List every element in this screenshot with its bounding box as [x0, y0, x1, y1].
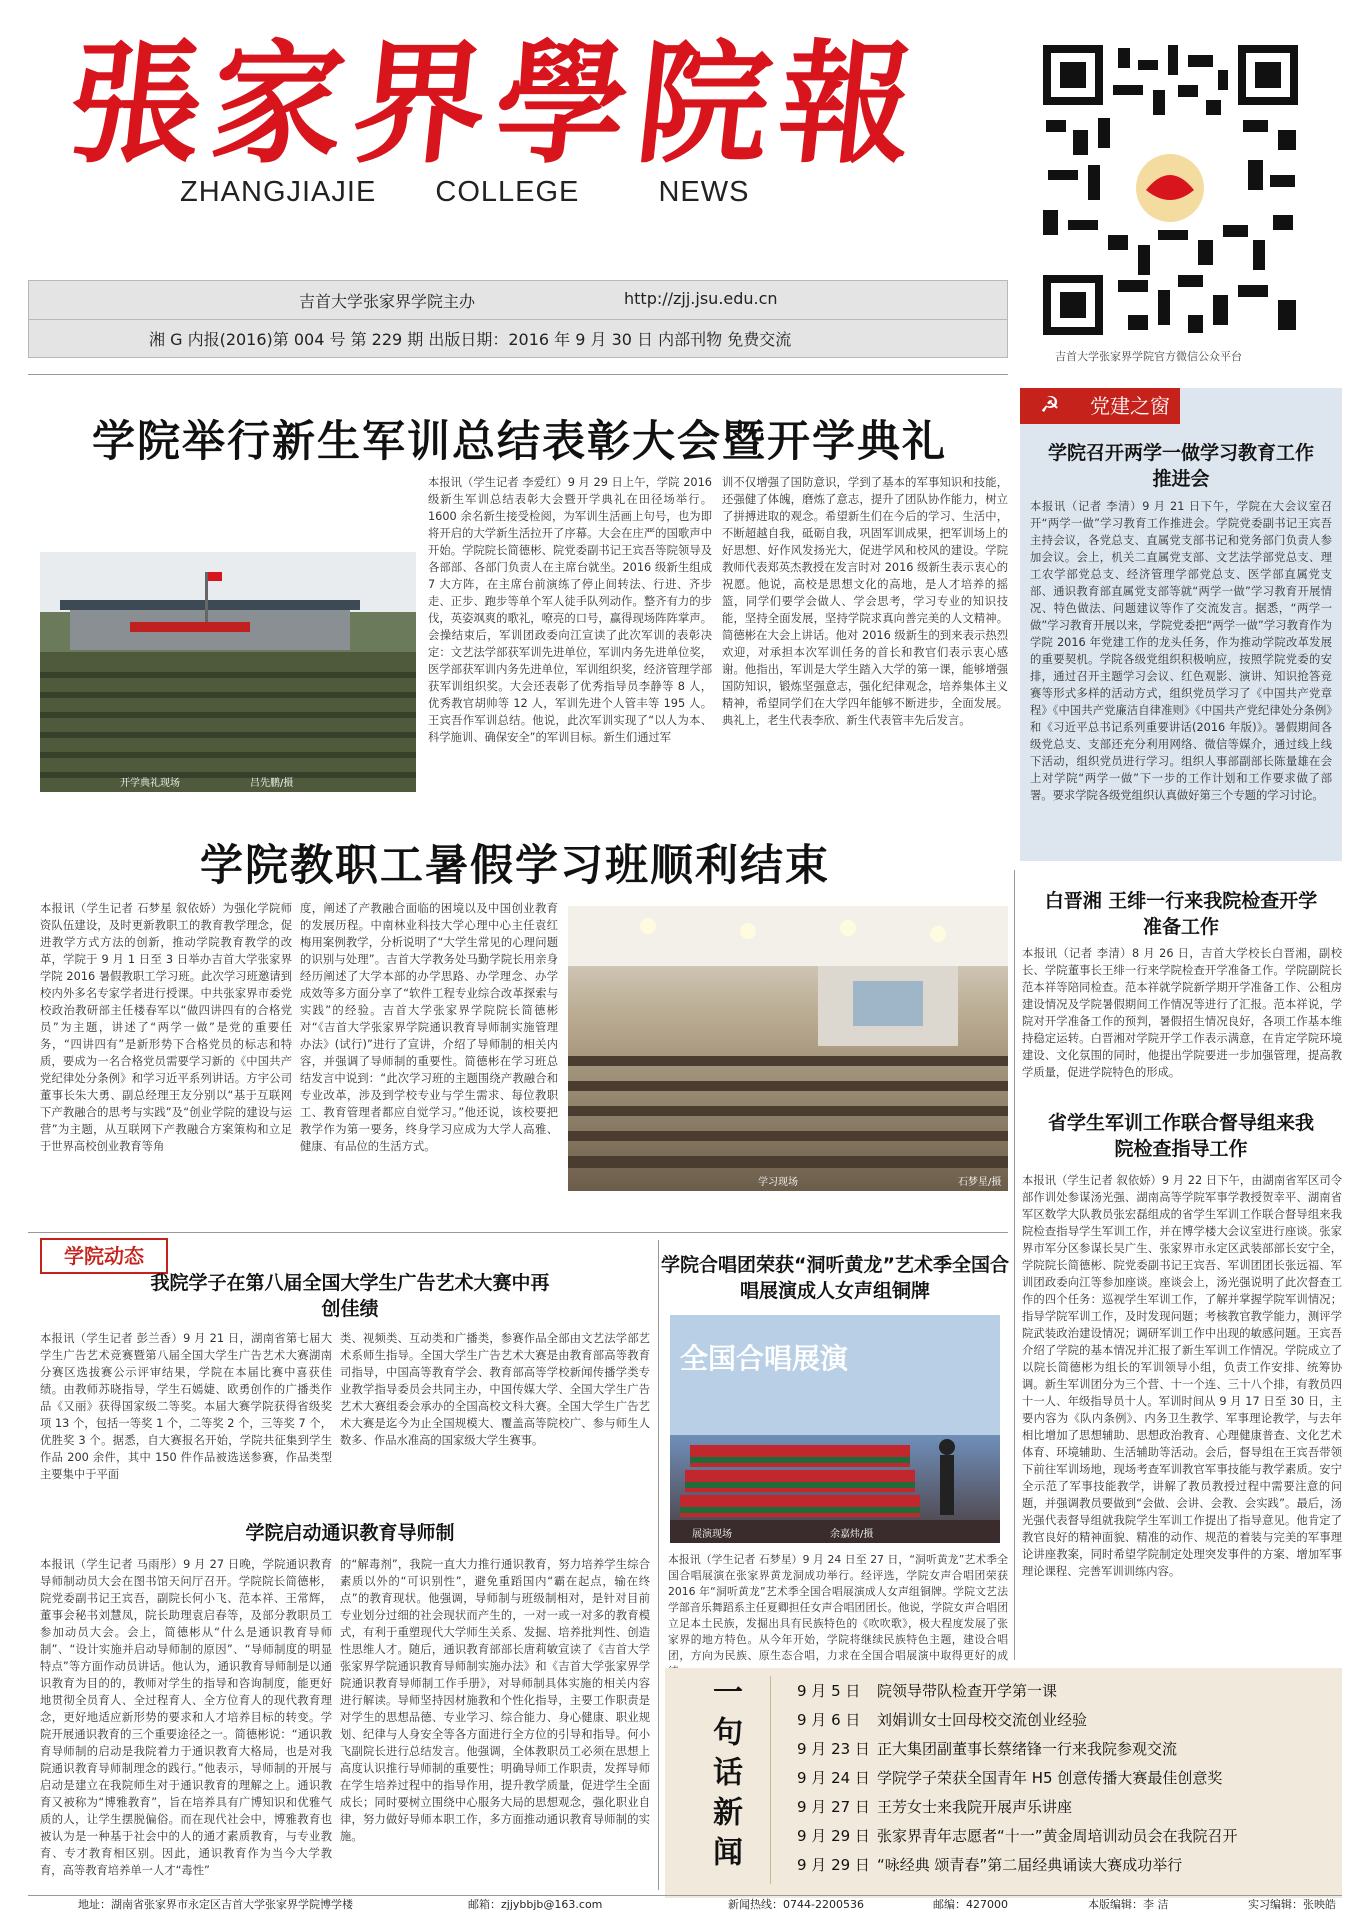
- brief-item[interactable]: [797, 1854, 1182, 1875]
- masthead-english-2: COLLEGE: [435, 176, 580, 208]
- photo-caption-left: 展演现场: [692, 1529, 732, 1540]
- issue-info-box: [28, 280, 1008, 358]
- photo-opening-ceremony: [40, 552, 416, 792]
- brief-date: 9 月 24 日: [797, 1769, 870, 1787]
- meeting-hall-graphic: [568, 906, 1008, 1191]
- organizer-text: 吉首大学张家界学院主办: [299, 292, 476, 311]
- inspection1-body: 本报讯（记者 李清）8 月 26 日，吉首大学校长白晋湘，副校长、学院董事长王绯一行来学院检查开学准备工作。学院副院长范本祥等陪同检查。范本祥就学院新学期开学准备工作、公租房建设情况及学院暑假期间工作情况等进行了汇报。范本祥说，学院对开学准备工作的预判，暑假招生情况良好，各项工作基本维持稳定运转。白晋湘对学院开学工作表示满意，在肯定学院环境建设、文化氛围的同时，他提出学院要进一步加强管理，提高教学质量，促进学院特色的形成。: [1022, 947, 1342, 1079]
- headline-opening-ceremony: 学院举行新生军训总结表彰大会暨开学典礼: [92, 417, 947, 467]
- brief-date: 9 月 29 日: [797, 1827, 870, 1845]
- brief-item[interactable]: [797, 1738, 1177, 1759]
- brief-date: 9 月 29 日: [797, 1856, 870, 1874]
- footer-postcode: 邮编：427000: [933, 1898, 1008, 1911]
- masthead-english-3: NEWS: [658, 176, 750, 208]
- brief-text: 张家界青年志愿者“十一”黄金周培训动员会在我院召开: [877, 1827, 1238, 1845]
- brief-text: 正大集团副董事长蔡绪锋一行来我院参观交流: [877, 1740, 1178, 1758]
- brief-text: 刘娟训女士回母校交流创业经验: [877, 1711, 1088, 1729]
- photo-caption-right: 石梦星/摄: [958, 1177, 1002, 1188]
- footer-hotline: 新闻热线：0744-2200536: [728, 1898, 864, 1911]
- brief-text: 院领导带队检查开学第一课: [877, 1682, 1058, 1700]
- brief-item[interactable]: [797, 1680, 1057, 1701]
- story-opening-col2: 训不仅增强了国防意识，学到了基本的军事知识和技能，还强健了体魄，磨炼了意志，提升了团队协作能力，树立了拼搏进取的观念。希望新生们在今后的学习、生活中，不断超越自我，砥砺自我，巩固军训成果，把军训场上的好思想、好作风发扬光大，促进学风和校风的建设。学院教师代表郑英杰教授在发言时对 2016 级新生表示衷心的祝愿。他说，高校是思想文化的高地，是人才培养的摇篮，同学们要学会做人、学会思考，学习专业的知识技能，坚持全面发展，坚持学院求真向善完美的人文精神。简德彬在大会上讲话。他对 2016 级新生的到来表示热烈欢迎，对承担本次军训任务的首长和教官们表示衷心感谢。他指出，军训是大学生踏入大学的第一课，能够增强国防知识，锻炼坚强意志，强化纪律观念，培养集体主义精神，希望同学们在大学四年能够不断进步，全面发展。典礼上，老生代表李欣、新生代表管丰先后发言。: [722, 476, 1008, 727]
- issue-line: 湘 G 内报(2016)第 004 号 第 229 期 出版日期：2016 年 9 月 30 日 内部刊物 免费交流: [149, 330, 792, 349]
- mentor-col1: 本报讯（学生记者 马雨彤）9 月 27 日晚，学院通识教育导师制动员大会在图书馆天问厅召开。学院院长简德彬，院党委副书记王宾吾，副院长何小飞、范本祥、王常辉，董事会秘书刘慧凤，院长助理袁启春等，及部分教职员工参加动员大会。会上，简德彬从“什么是通识教育导师制”、“设计实施并启动导师制的原因”、“导师制度的明显特点”等方面作动员讲话。他认为，通识教育导师制是以通识教育为目的的，教师对学生的指导和咨询制度，能更好地贯彻全员育人、全过程育人、全方位育人的现代教育理念，更好地适应新形势的要求和人才培养目标的转变。学院开展通识教育的三个重要途径之一。简德彬说：“通识教育导师制的启动是我院着力于通识教育大格局，也是对我院通识教育导师制理念的践行。”他表示，导师制的开展与启动是建立在我院师生对于通识教育的理解之上。通识教育又被称为“博雅教育”，旨在培养具有广博知识和优雅气质的人，让学生摆脱偏俗。而在现代社会中，博雅教育也被认为是一种基于社会中的人的通才素质教育，与专业教育、专才教育相区别。因此，通识教育作为当今大学教育，高等教育培养单一人才“毒性”: [40, 1558, 332, 1877]
- masthead-title: 張家界學院報: [61, 27, 931, 182]
- brief-item[interactable]: [797, 1709, 1087, 1730]
- headline-summer-training: 学院教职工暑假学习班顺利结束: [200, 841, 830, 891]
- photo-caption-right: 余嘉炜/摄: [830, 1529, 874, 1540]
- story-training-col1: 本报讯（学生记者 石梦星 叙依娇）为强化学院师资队伍建设，及时更新教职工的教育教学理念，促进教学方式方法的创新，推动学院教育教学的改革，学院于 9 月 1 日至 3 日举办吉首大学张家界学院 2016 暑假教职工学习班。此次学习班邀请到校内外多名专家学者进行授课。中共张家界市委党校政治教研部主任楼春军以“做四讲四有的合格党员”为主题，讲述了“两学一做”是党的重要任务，“四讲四有”是新形势下合格党员的标志和特质，要成为一名合格党员需要学习新的《中国共产党纪律处分条例》和学习近平系列讲话。方宇公司董事长朱大勇、副总经理王友分别以“基于互联网下产教融合的思考与实践”及“创业学院的建设与运营”为主题，从互联网下产教融合方案策构和立足于世界高校创业教育等角: [40, 902, 292, 1153]
- photo-caption-left: 学习现场: [758, 1177, 798, 1188]
- party-tab: [1020, 388, 1180, 424]
- brief-text: 王芳女士来我院开展声乐讲座: [877, 1798, 1073, 1816]
- party-tab-label: 党建之窗: [1090, 394, 1170, 418]
- story-opening-col1: 本报讯（学生记者 李爱红）9 月 29 日上午，学院 2016 级新生军训总结表彰大会暨开学典礼在田径场举行。1600 余名新生接受检阅，为军训生活画上句号，也为即将开启的大学新生活拉开了序幕。大会在庄严的国歌声中开始。学院院长简德彬、院党委副书记王宾吾等院领导及各部部、各部门负责人在主席台就坐。2016 级新生组成 7 大方阵，在主席台前演练了停止间转法、行进、齐步走、正步、跑步等单个军人徒手队列动作。整齐有力的步伐，英姿飒爽的歌礼，嘹亮的口号，赢得现场阵阵掌声。会操结束后，军训团政委向江宣读了此次军训的表彰决定：文艺法学部获军训先进单位，军训内务先进单位奖，医学部获军训内务先进单位，军训组织奖，经济管理学部获军训组织奖。大会还表彰了优秀指导员李静等 8 人，优秀教官胡帅等 12 人，军训先进个人管丰等 195 人。王宾吾作军训总结。他说，此次军训实现了“以人为本、科学施训、确保安全”的军训目标。新生们通过军: [428, 476, 712, 744]
- inspection1-headline: 白晋湘 王绯一行来我院检查开学准备工作: [1044, 890, 1318, 938]
- brief-divider: [770, 1676, 771, 1884]
- brief-date: 9 月 5 日: [797, 1682, 861, 1700]
- photo-choir: [670, 1315, 1000, 1543]
- mentor-headline: 学院启动通识教育导师制: [245, 1522, 455, 1544]
- inspection2-headline: 省学生军训工作联合督导组来我院检查指导工作: [1047, 1112, 1314, 1160]
- ad-contest-col2: 类、视频类、互动类和广播类，参赛作品全部由文艺法学部艺术系师生指导。全国大学生广告艺术大赛是由教育部高等教育司指导，中国高等教育学会、教育部高等学校新闻传播学类专业教学指导委员会共同主办，中国传媒大学、全国大学生广告艺术大赛组委会承办的全国高校文科大赛。全国大学生广告艺术大赛是迄今为止全国规模大、覆盖高等院校广、参与师生人数多、作品水准高的国家级大学生赛事。: [340, 1332, 650, 1447]
- masthead: [40, 27, 1000, 200]
- party-body: 本报讯（记者 李清）9 月 21 日下午，学院在大会议室召开“两学一做”学习教育工作推进会。学院党委副书记王宾吾主持会议，各党总支、直属党支部书记和党务部门负责人参加会议。会上，机关二直属党支部、文艺法学部党总支、理工农学部党总支、经济管理学部党总支、医学部直属党支部、通识教育部直属党支部等就“两学一做”学习教育开展情况、特色做法、问题建议等作了交流发言。据悉，“两学一做”学习教育开展以来，学院党委把“两学一做”学习教育作为学院 2016 年党建工作的龙头任务，作为推动学院改革发展的重要契机。学院各级党组织积极响应，按照学院党委的安排，通过召开主题学习会议、红色观影、演讲、知识抢答竞赛等形式多样的活动方式，组织党员学习了《中国共产党章程》《中国共产党廉洁自律准则》《中国共产党纪律处分条例》和《习近平总书记系列重要讲话(2016 年版)》。暑假期间各级党总支、支部还充分利用网络、微信等媒介，通过线上线下活动，组织党员进行学习。组织人事部副部长陈量雄在会上对学院“两学一做”下一步的工作计划和工作要求做了部署。要求学院各级党组织认真做好第三个专题的学习讨论。: [1030, 500, 1332, 802]
- footer-email[interactable]: 邮箱：zjjybbjb@163.com: [468, 1898, 603, 1911]
- college-news-tab: 学院动态: [40, 1238, 168, 1274]
- qr-code-graphic: [1038, 40, 1303, 340]
- brief-news-tab: 一句话新闻: [707, 1676, 742, 1876]
- choir-banner-text: 全国合唱展演: [680, 1342, 849, 1375]
- brief-text: 学院学子荣获全国青年 H5 创意传播大赛最佳创意奖: [877, 1769, 1223, 1787]
- ad-contest-col1: 本报讯（学生记者 彭兰香）9 月 21 日，湖南省第七届大学生广告艺术竞赛暨第八届全国大学生广告艺术大赛湖南分赛区选拔赛公示评审结果，学院在本届比赛中喜获佳绩。由教师苏晓指导，学生石嫣婕、欧勇创作的广播类作品《又丽》获得国家级二等奖。本届大赛学院获得省级奖项 13 个，包括一等奖 1 个，二等奖 2 个，三等奖 7 个，优胜奖 3 个。据悉，自大赛报名开始，学院共征集到学生作品 200 余件，其中 150 件作品被选送参赛，作品类型主要集中于平面: [40, 1332, 332, 1481]
- column-divider: [1014, 870, 1015, 1660]
- choir-headline: 学院合唱团荣获“洞听黄龙”艺术季全国合唱展演成人女声组铜牌: [661, 1254, 1009, 1302]
- brief-item[interactable]: [797, 1825, 1238, 1846]
- top-divider: [28, 374, 1008, 375]
- website-link[interactable]: http://zjj.jsu.edu.cn: [624, 289, 778, 308]
- footer-address: 地址：湖南省张家界市永定区吉首大学张家界学院博学楼: [78, 1898, 353, 1911]
- photo-caption-left: 开学典礼现场: [120, 778, 180, 789]
- qr-caption: 吉首大学张家界学院官方微信公众平台: [1055, 350, 1242, 363]
- masthead-english-1: ZHANGJIAJIE: [180, 176, 377, 208]
- mentor-col2: 的“解毒剂”，我院一直大力推行通识教育，努力培养学生综合素质以外的“可识别性”，避免重蹈国内“霸在起点，输在终点”的教育现状。他强调，导师制与班级制相对，是针对目前专业划分过细的社会现状而产生的，一对一或一对多的教育模式，有利于重塑现代大学师生关系、发掘、培养批判性、创造性思维人才。随后，通识教育部部长唐莉敏宣读了《吉首大学张家界学院通识教育导师制实施办法》和《吉首大学张家界学院通识教育导师制工作手册》，对导师制具体实施的相关内容进行解读。导师坚持因材施教和个性化指导，主要工作职责是对学生的思想品德、专业学习、综合能力、身心健康、职业规划、纪律与人身安全等各方面进行全方位的引导和指导。何小飞副院长进行总结发言。他强调，全体教职员工必须在思想上高度认识推行导师制的重要性；明确导师工作职责，发挥导师在学生培养过程中的指导作用，提升教学质量，促进学生全面成长；同时要树立围绕中心服务大局的思想观念，强化职业自律，努力做好导师本职工作，多方面推动通识教育导师制的实施。: [340, 1558, 650, 1843]
- inspection2-body: 本报讯（学生记者 叙依娇）9 月 22 日下午，由湖南省军区司令部作训处参谋汤光强、湖南高等学院军事学教授贺幸平、湖南省军区数学大队教员张宏磊组成的省学生军训工作联合督导组来我院检查指导学生军训工作，并在博学楼大会议室进行座谈。张家界市军分区参谋长吴广生、张家界市永定区武装部部长安宁全，学院院长简德彬、院党委副书记王宾吾、军训团团长张远福、军训团政委向江等参加座谈。座谈会上，汤光强说明了此次督查工作的四个任务：巡视学生军训工作，了解并掌握学院军训情况；指导学院军训工作，及时发现问题；考核教官教学能力，测评学院武装政治建设情况；调研军训工作中出现的敏感问题。王宾吾介绍了学院的基本情况并汇报了新生军训工作情况。学院成立了以院长简德彬为组长的军训领导小组，负责工作安排、统筹协调。新生军训团分为三个营、十一个连、三十八个排，有教员四十一人、年级指导员十人。军训时间从 9 月 17 日至 30 日，主要内容为《队内条例》、内务卫生教学、军事理论教学，与去年相比增加了思想辅助、思想政治教育、心理健康普查、文化艺术体育、环境辅助、生活辅助等活动。会后，督导组在王宾吾带领下前往军训场地，现场考查军训教官军事技能与教学素质。安宁全示范了军事技能教学，讲解了教员教授过程中需要注意的问题，并强调教员要做到“会做、会讲、会教、会实践”。最后，汤光强代表督导组就我院学生军训工作提出了指导意见。他肯定了教官良好的精神面貌、精准的动作、规范的着装与完美的军事理论讲座教案，同时希望学院制定处理突发事件的方案、增加军事理论课程、完善军训训练内容。: [1022, 1174, 1342, 1578]
- stadium-graphic: [40, 552, 416, 792]
- choir-body: 本报讯（学生记者 石梦星）9 月 24 日至 27 日，“洞听黄龙”艺术季全国合唱展演在张家界黄龙洞成功举行。经评选，学院女声合唱团荣获 2016 年“洞听黄龙”艺术季全国合唱展演成人女声组铜牌。学院文艺法学部音乐舞蹈系主任夏卿担任女声合唱团团长。他说，学院女声合唱团立足本土民族，发掘出具有民族特色的《吹吹歌》，极大程度发展了张家界的地方特色。从今年开始，学院将继续民族特色主题，建设合唱团，方向为民族、原生态合唱，力求在全国合唱展演中取得更好的成: [668, 1553, 1008, 1662]
- photo-caption-right: 吕先鹏/摄: [250, 778, 294, 789]
- party-emblem-icon: ☭: [1040, 393, 1060, 418]
- brief-item[interactable]: [797, 1796, 1072, 1817]
- brief-item[interactable]: [797, 1767, 1222, 1788]
- brief-date: 9 月 23 日: [797, 1740, 870, 1758]
- qr-code[interactable]: [1038, 40, 1303, 340]
- party-headline: 学院召开两学一做学习教育工作推进会: [1047, 442, 1314, 490]
- story-training-col2: 度，阐述了产教融合面临的困境以及中国创业教育的发展历程。中南林业科技大学心理中心主任袁红梅用案例教学，分析说明了“大学生常见的心理问题的识别与处理”。吉首大学教务处马勤学院长用亲身经历阐述了大学本部的办学思路、办学理念、办学成效等多方面分享了“软件工程专业综合改革探索与实践”的经验。吉首大学张家界学院院长简德彬对“《吉首大学张家界学院通识教育导师制实施管理办法》(试行)”进行了宣讲，介绍了导师制的相关内容，并强调了导师制的重要性。简德彬在学习班总结发言中说到：“此次学习班的主题围绕产教融合和专业改革，涉及到学校专业与学生需求、每位教职工、教育管理者都应自觉学习。”他还说，该校要把教学作为第一要务，终身学习应成为大学人高雅、健康、有品位的生活方式。: [300, 902, 558, 1153]
- section-divider: [28, 1232, 1008, 1233]
- brief-date: 9 月 6 日: [797, 1711, 861, 1729]
- masthead-english: [180, 176, 749, 209]
- footer: [28, 1895, 1342, 1913]
- photo-summer-training: [568, 906, 1008, 1191]
- brief-date: 9 月 27 日: [797, 1798, 870, 1816]
- footer-editor: 本版编辑：李 洁: [1088, 1898, 1169, 1911]
- footer-intern: 实习编辑：张映皓: [1248, 1898, 1336, 1911]
- column-divider: [658, 1240, 659, 1890]
- ad-contest-headline: 我院学子在第八届全国大学生广告艺术大赛中再创佳绩: [150, 1272, 550, 1320]
- brief-text: “咏经典 颂青春”第二届经典诵读大赛成功举行: [877, 1856, 1183, 1874]
